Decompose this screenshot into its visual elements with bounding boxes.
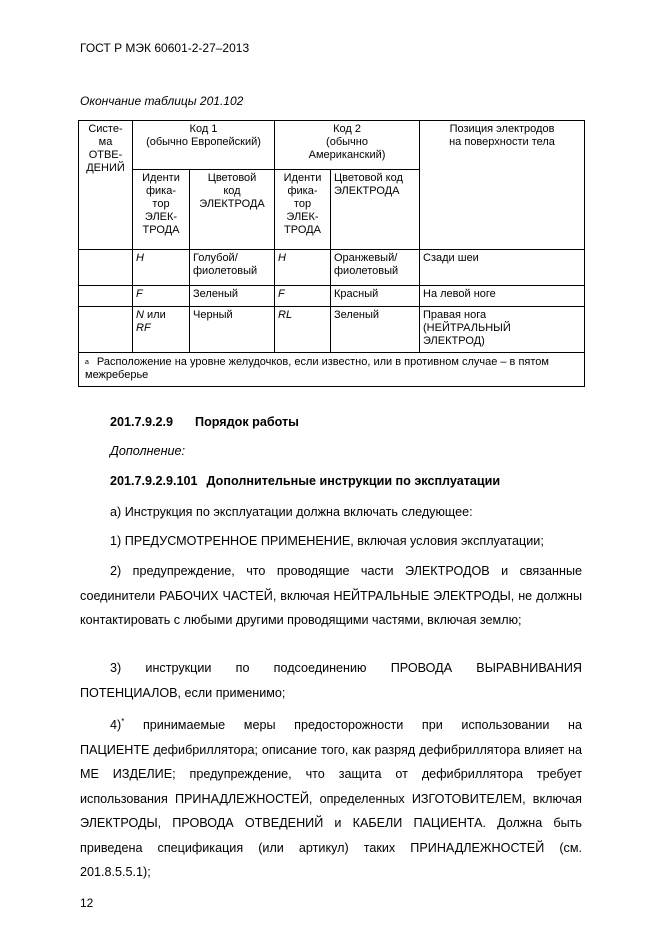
paragraph-a: а) Инструкция по эксплуатации должна включать следующее:	[110, 505, 473, 519]
cell-system	[79, 250, 133, 286]
subsection-title: Дополнительные инструкции по эксплуатации	[206, 474, 501, 488]
cell-color1: Черный	[190, 307, 275, 353]
cell-position: Правая нога (НЕЙТРАЛЬНЫЙ ЭЛЕКТРОД)	[420, 307, 585, 353]
table-row	[79, 250, 585, 286]
header-position: Позиция электродов на поверхности тела	[420, 121, 585, 250]
paragraph-4-body: ПАЦИЕНТЕ дефибриллятора; описание того, как разряд дефибриллятора влияет на МЕ ИЗДЕЛИЕ; предупреждение, что защита от дефибриллятора требует использования ПРИНАДЛЕЖНОСТЕЙ, определенных ИЗГОТОВИТЕЛЕМ, включая ЭЛЕКТРОДЫ, ПРОВОДА ОТВЕДЕНИЙ и КАБЕЛИ ПАЦИЕНТА. Должна быть приведена спецификация (или артикул) таких ПРИНАДЛЕЖНОСТЕЙ (см. 201.8.5.5.1);	[80, 742, 582, 880]
cell-id2: H	[275, 250, 331, 286]
paragraph-1: 1) ПРЕДУСМОТРЕННОЕ ПРИМЕНЕНИЕ, включая условия эксплуатации;	[110, 534, 544, 548]
table-footnote	[79, 353, 585, 387]
cell-color2: Зеленый	[331, 307, 420, 353]
cell-position: Сзади шеи	[420, 250, 585, 286]
footnote-mark: a	[85, 359, 89, 366]
paragraph-4-first-line: 4)* принимаемые меры предосторожности при использовании на	[110, 717, 582, 733]
cell-color1: Голубой/ фиолетовый	[190, 250, 275, 286]
header-color1: Цветовой код ЭЛЕКТРОДА	[190, 170, 275, 250]
page-number: 12	[80, 896, 94, 910]
cell-color2: Красный	[331, 286, 420, 307]
paragraph-2-first-line: 2) предупреждение, что проводящие части ЭЛЕКТРОДОВ и связанные	[110, 564, 582, 578]
header-system: Систе- ма ОТВЕ- ДЕНИЙ	[79, 121, 133, 250]
footnote-text: Расположение на уровне желудочков, если известно, или в противном случае – в пятом межреберье	[85, 356, 549, 381]
header-color2: Цветовой код ЭЛЕКТРОДА	[331, 170, 420, 250]
subsection-number: 201.7.9.2.9.101	[110, 474, 198, 488]
cell-color1: Зеленый	[190, 286, 275, 307]
paragraph-4	[80, 710, 582, 885]
paragraph-4-mark: *	[121, 717, 125, 726]
subsection-heading	[110, 469, 500, 494]
paragraph-3	[80, 656, 582, 705]
table-footnote-row	[79, 353, 585, 387]
cell-id1: H	[133, 250, 190, 286]
cell-position: На левой ноге	[420, 286, 585, 307]
paragraph-3-body: ПОТЕНЦИАЛОВ, если применимо;	[80, 685, 286, 700]
cell-color2: Оранжевый/ фиолетовый	[331, 250, 420, 286]
table-row	[79, 286, 585, 307]
section-heading	[110, 410, 299, 435]
cell-system	[79, 307, 133, 353]
electrode-table	[78, 120, 585, 387]
header-code1: Код 1 (обычно Европейский)	[133, 121, 275, 170]
cell-id1: N или RF	[133, 307, 190, 353]
cell-id2: F	[275, 286, 331, 307]
addition-label: Дополнение:	[110, 444, 186, 458]
table-row	[79, 307, 585, 353]
header-id2: Иденти фика- тор ЭЛЕК- ТРОДА	[275, 170, 331, 250]
cell-system	[79, 286, 133, 307]
header-id1: Иденти фика- тор ЭЛЕК- ТРОДА	[133, 170, 190, 250]
cell-id2: RL	[275, 307, 331, 353]
table-header-row	[79, 121, 585, 170]
section-title: Порядок работы	[195, 415, 299, 429]
table-caption: Окончание таблицы 201.102	[80, 94, 244, 108]
paragraph-2-body: соединители РАБОЧИХ ЧАСТЕЙ, включая НЕЙТРАЛЬНЫЕ ЭЛЕКТРОДЫ, не должны контактировать с любыми другими проводящими частями, включая землю;	[80, 588, 582, 627]
paragraph-3-first-line: 3) инструкции по подсоединению ПРОВОДА ВЫРАВНИВАНИЯ	[110, 661, 582, 675]
document-header: ГОСТ Р МЭК 60601-2-27–2013	[80, 41, 250, 55]
section-number: 201.7.9.2.9	[110, 415, 174, 429]
header-code2: Код 2 (обычно Американский)	[275, 121, 420, 170]
cell-id1: F	[133, 286, 190, 307]
paragraph-2	[80, 559, 582, 633]
